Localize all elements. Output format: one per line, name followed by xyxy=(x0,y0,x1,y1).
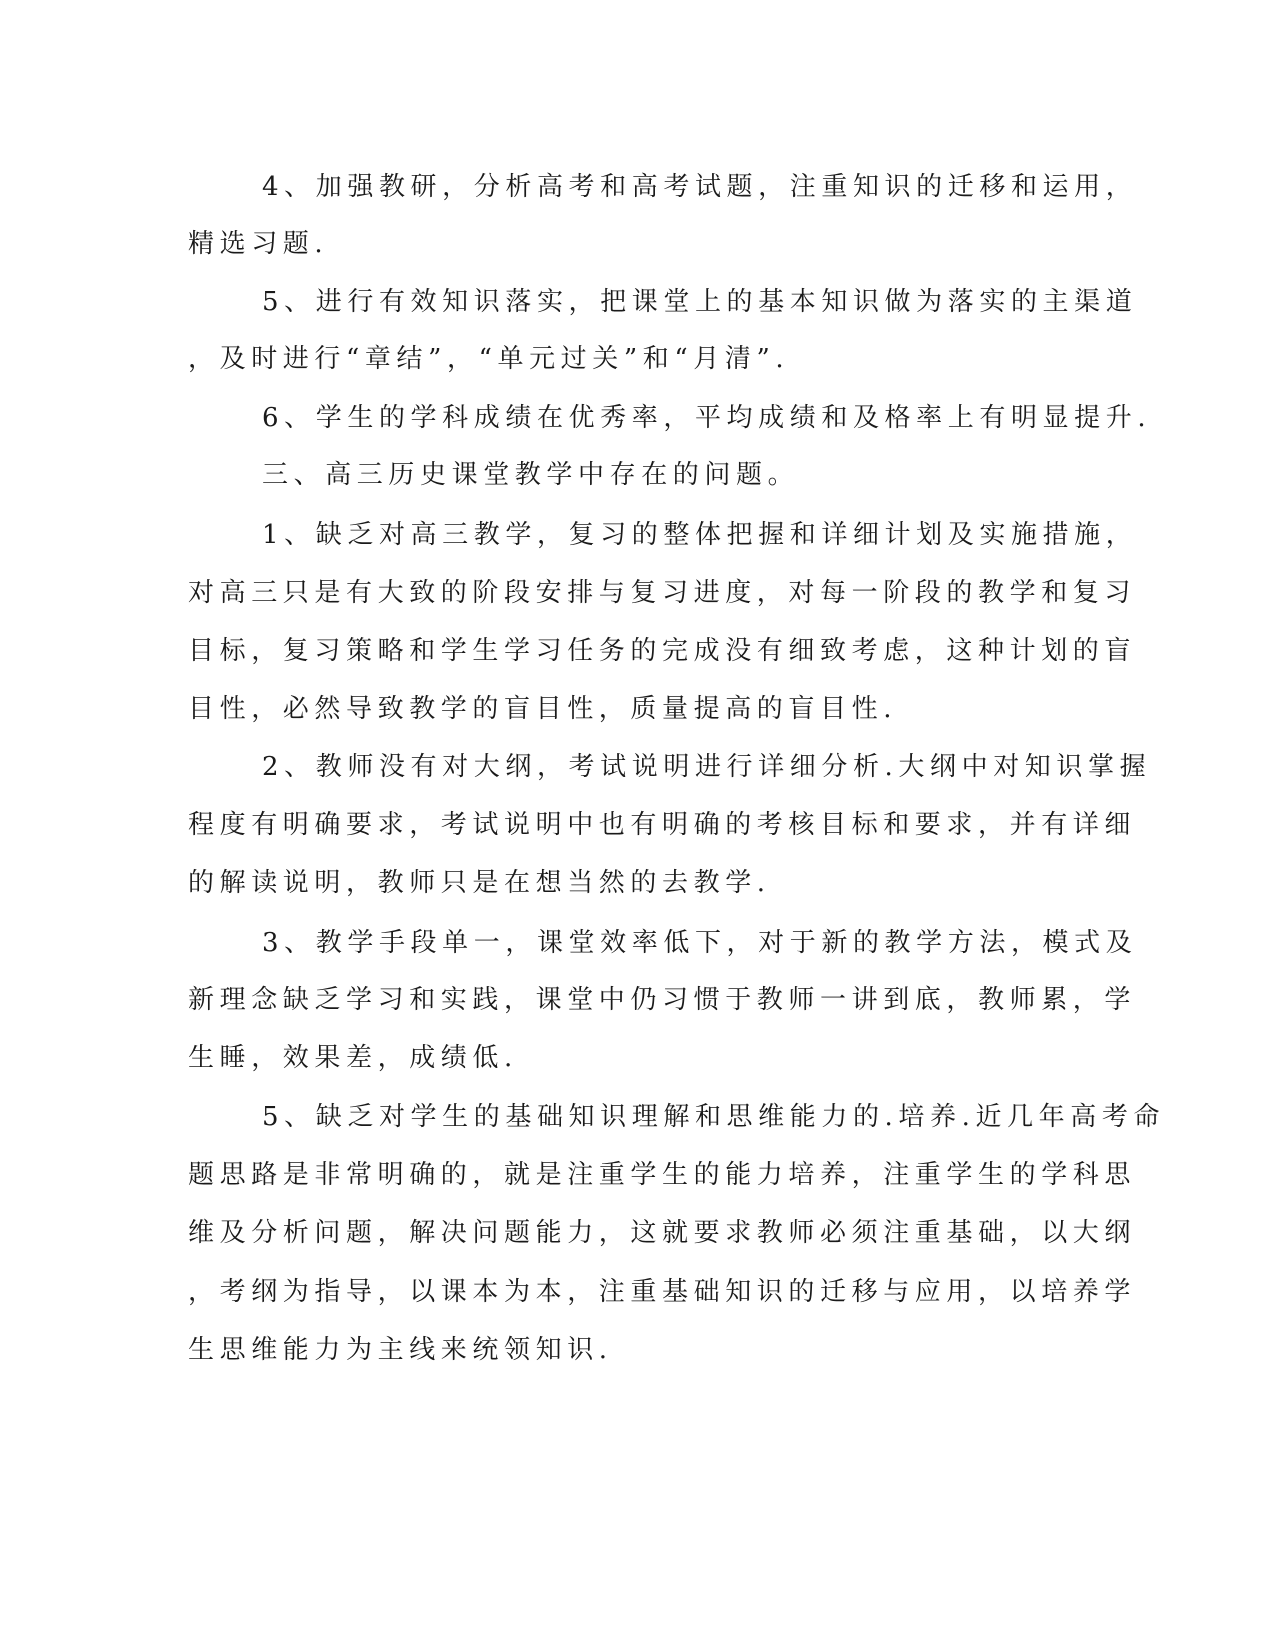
paragraph-line: 3、教学手段单一，课堂效率低下，对于新的教学方法，模式及 xyxy=(262,928,1138,958)
paragraph-line: 2、教师没有对大纲，考试说明进行详细分析.大纲中对知识掌握 xyxy=(262,752,1152,782)
paragraph-line: 精选习题. xyxy=(188,229,329,259)
paragraph-line: 5、缺乏对学生的基础知识理解和思维能力的.培养.近几年高考命 xyxy=(262,1102,1166,1132)
paragraph-line: 新理念缺乏学习和实践，课堂中仍习惯于教师一讲到底，教师累，学 xyxy=(188,985,1137,1015)
paragraph-line: ，及时进行“章结”，“单元过关”和“月清”. xyxy=(188,344,790,374)
paragraph-line: 生思维能力为主线来统领知识. xyxy=(188,1335,613,1365)
paragraph-line: 的解读说明，教师只是在想当然的去教学. xyxy=(188,868,771,898)
paragraph-line: 生睡，效果差，成绩低. xyxy=(188,1043,518,1073)
paragraph-line: 1、缺乏对高三教学，复习的整体把握和详细计划及实施措施， xyxy=(262,520,1138,550)
paragraph-line: 题思路是非常明确的，就是注重学生的能力培养，注重学生的学科思 xyxy=(188,1160,1137,1190)
paragraph-line: 目性，必然导致教学的盲目性，质量提高的盲目性. xyxy=(188,694,898,724)
paragraph-line: 目标，复习策略和学生学习任务的完成没有细致考虑，这种计划的盲 xyxy=(188,636,1137,666)
paragraph-line: 4、加强教研，分析高考和高考试题，注重知识的迁移和运用， xyxy=(262,172,1138,202)
paragraph-line: 对高三只是有大致的阶段安排与复习进度，对每一阶段的教学和复习 xyxy=(188,578,1137,608)
paragraph-line: 5、进行有效知识落实，把课堂上的基本知识做为落实的主渠道 xyxy=(262,287,1138,317)
paragraph-line: 维及分析问题，解决问题能力，这就要求教师必须注重基础，以大纲 xyxy=(188,1218,1137,1248)
paragraph-line: ，考纲为指导，以课本为本，注重基础知识的迁移与应用，以培养学 xyxy=(188,1277,1137,1307)
paragraph-line: 程度有明确要求，考试说明中也有明确的考核目标和要求，并有详细 xyxy=(188,810,1137,840)
section-heading: 三、高三历史课堂教学中存在的问题。 xyxy=(262,460,800,490)
paragraph-line: 6、学生的学科成绩在优秀率，平均成绩和及格率上有明显提升. xyxy=(262,403,1152,433)
